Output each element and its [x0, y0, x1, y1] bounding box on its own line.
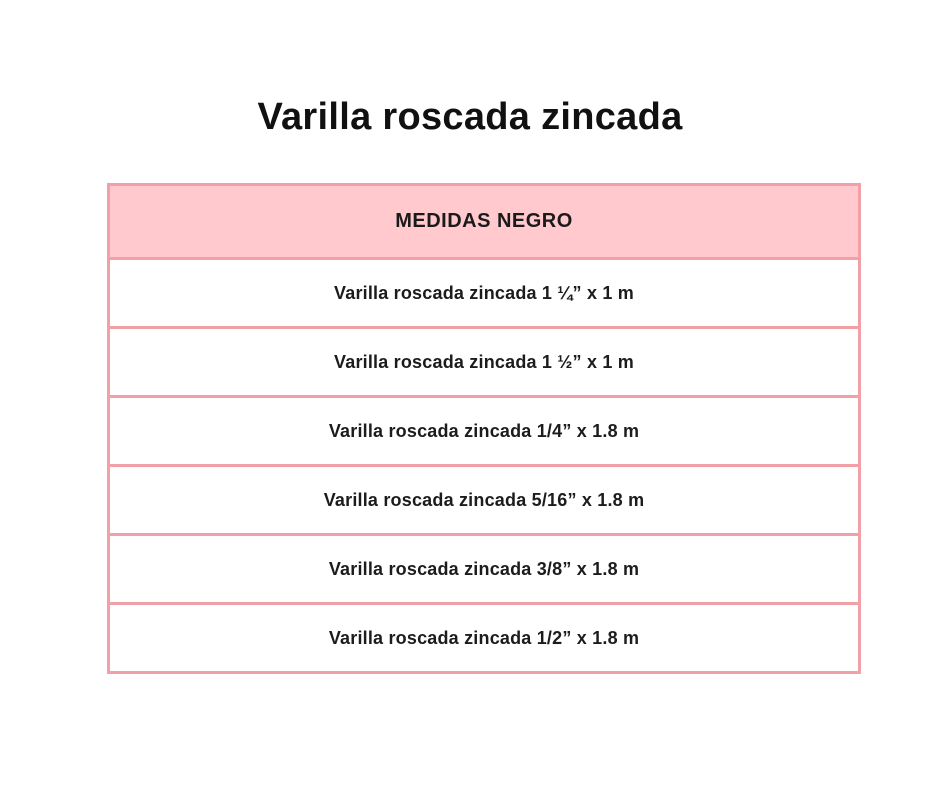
table-row: Varilla roscada zincada 1/2” x 1.8 m [110, 605, 858, 671]
table-header: MEDIDAS NEGRO [110, 186, 858, 260]
page-title: Varilla roscada zincada [257, 96, 683, 138]
table-row: Varilla roscada zincada 1 ¼” x 1 m [110, 260, 858, 329]
table-row: Varilla roscada zincada 1 ½” x 1 m [110, 329, 858, 398]
table-row: Varilla roscada zincada 1/4” x 1.8 m [110, 398, 858, 467]
sizes-table [107, 183, 861, 674]
table-row: Varilla roscada zincada 3/8” x 1.8 m [110, 536, 858, 605]
table-row: Varilla roscada zincada 5/16” x 1.8 m [110, 467, 858, 536]
